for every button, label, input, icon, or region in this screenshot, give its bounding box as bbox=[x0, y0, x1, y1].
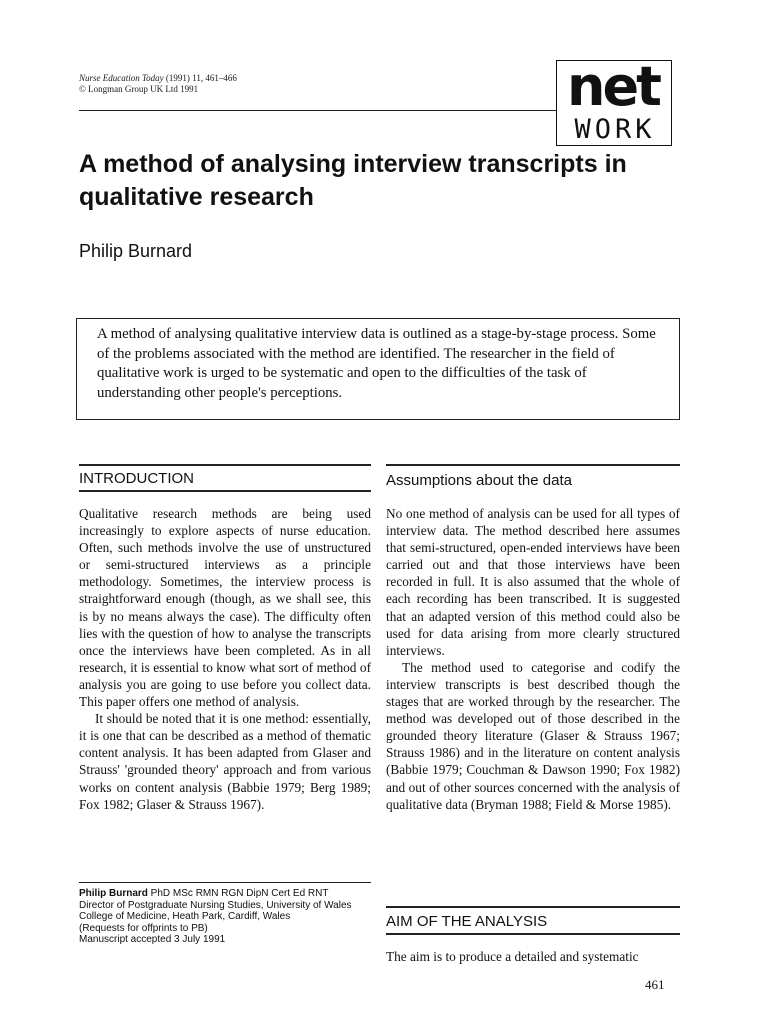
footnote-position: Director of Postgraduate Nursing Studies, University of Wales College of Medicine, Heath Park, Cardiff, Wales bbox=[79, 899, 352, 923]
intro-paragraph-2: It should be noted that it is one method: essentially, it is one that can be described as a method of thematic content analysis. It has been adapted from Glaser and Strauss' 'grounded theory' approach and from various works on content analysis (Babbie 1979; Berg 1989; Fox 1982; Glaser & Strauss 1967). bbox=[79, 711, 371, 812]
network-logo-net: net bbox=[567, 55, 659, 118]
footnote-requests: (Requests for offprints to PB) bbox=[79, 922, 208, 934]
assumptions-heading-rule bbox=[386, 464, 680, 466]
intro-body bbox=[79, 505, 371, 813]
article-title: A method of analysing interview transcripts in qualitative research bbox=[79, 150, 627, 211]
journal-citation bbox=[79, 73, 237, 95]
aim-text: The aim is to produce a detailed and systematic bbox=[386, 949, 639, 964]
intro-heading-rule-bottom bbox=[79, 490, 371, 492]
intro-heading-rule-top bbox=[79, 464, 371, 466]
footnote-credentials: PhD MSc RMN RGN DipN Cert Ed RNT bbox=[147, 888, 329, 899]
intro-paragraph-1: Qualitative research methods are being used increasingly to explore aspects of nurse education. Often, such methods involve the use of unstructured or semi-structured interviews as a principle methodology. Sometimes, the interview process is straightforward enough (though, as we shall see, this is by no means always the case). The difficulty often lies with the question of how to analyse the transcripts once the interviews have been completed. As in all research, it is essential to know what sort of method of analysis you are going to use before you collect data. This paper offers one method of analysis. bbox=[79, 506, 371, 710]
journal-copyright: © Longman Group UK Ltd 1991 bbox=[79, 84, 199, 94]
aim-heading: AIM OF THE ANALYSIS bbox=[386, 913, 548, 930]
assumptions-paragraph-1: No one method of analysis can be used for all types of interview data. The method described here assumes that semi-structured, open-ended interviews have been carried out and that those interviews have been recorded in full. It is also assumed that the whole of each recording has been transcribed. It is suggested that an adapted version of this method could also be used for data arising from more clearly structured interviews. bbox=[386, 506, 680, 658]
author-footnote bbox=[79, 888, 379, 946]
abstract-text: A method of analysing qualitative interview data is outlined as a stage-by-stage process. Some of the problems associated with the method are identified. The researcher in the field of qualitative work is urged to be systematic and open to the difficulties of the task of understanding other people's perceptions. bbox=[97, 326, 656, 401]
network-logo-work: WORK bbox=[574, 114, 656, 145]
intro-heading: INTRODUCTION bbox=[79, 470, 194, 487]
assumptions-body bbox=[386, 505, 680, 813]
footnote-accepted: Manuscript accepted 3 July 1991 bbox=[79, 934, 226, 946]
aim-heading-rule-top bbox=[386, 906, 680, 908]
assumptions-heading: Assumptions about the data bbox=[386, 472, 572, 489]
journal-volume: (1991) 11, 461–466 bbox=[163, 73, 237, 83]
footnote-author-name: Philip Burnard bbox=[79, 888, 148, 899]
page-number: 461 bbox=[645, 977, 665, 992]
aim-heading-rule-bottom bbox=[386, 933, 680, 935]
assumptions-paragraph-2: The method used to categorise and codify the interview transcripts is best described though the stages that are worked through by the researcher. The method was developed out of those described in the grounded theory literature (Glaser & Strauss 1967; Strauss 1986) and in the literature on content analysis (Babbie 1979; Couchman & Dawson 1990; Fox 1982) and out of other sources concerned with the analysis of qualitative data (Bryman 1988; Field & Morse 1985). bbox=[386, 659, 680, 812]
footnote-rule bbox=[79, 882, 371, 883]
header-rule bbox=[79, 110, 557, 111]
journal-name: Nurse Education Today bbox=[79, 73, 164, 83]
article-author: Philip Burnard bbox=[79, 241, 193, 261]
